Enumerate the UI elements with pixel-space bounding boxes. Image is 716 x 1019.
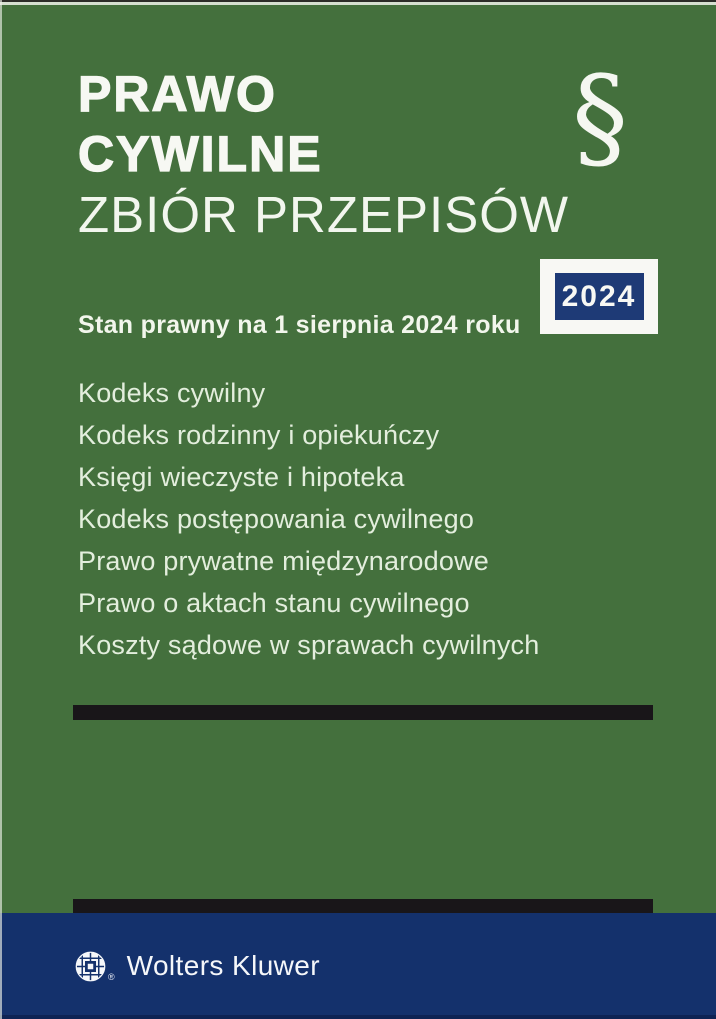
legal-status-text: Stan prawny na 1 sierpnia 2024 roku (78, 311, 521, 339)
publisher-name: Wolters Kluwer (126, 950, 320, 981)
wolters-kluwer-logo (74, 950, 115, 983)
title-line-2: CYWILNE (78, 126, 323, 182)
wolters-kluwer-globe-icon (74, 950, 107, 983)
divider-bar-bottom (73, 899, 653, 913)
cover-left-highlight (0, 0, 2, 1019)
contents-item: Kodeks cywilny (78, 378, 266, 408)
contents-item: Prawo prywatne międzynarodowe (78, 546, 489, 576)
contents-item: Kodeks postępowania cywilnego (78, 504, 475, 534)
registered-trademark-icon: ® (108, 971, 115, 982)
year-badge (540, 259, 658, 334)
year-badge-inner (555, 273, 644, 320)
title-block (78, 64, 569, 246)
contents-list (78, 372, 539, 666)
publisher-footer (0, 913, 716, 1019)
cover-top-highlight (0, 2, 716, 5)
contents-item: Prawo o aktach stanu cywilnego (78, 588, 470, 618)
contents-item: Koszty sądowe w sprawach cywilnych (78, 630, 540, 660)
title-line-1: PRAWO (78, 66, 277, 122)
subtitle: ZBIÓR PRZEPISÓW (78, 186, 570, 243)
divider-bar-top (73, 705, 653, 720)
section-paragraph-icon: § (572, 53, 628, 183)
contents-item: Księgi wieczyste i hipoteka (78, 462, 405, 492)
year-badge-text: 2024 (561, 279, 637, 313)
contents-item: Kodeks rodzinny i opiekuńczy (78, 420, 440, 450)
